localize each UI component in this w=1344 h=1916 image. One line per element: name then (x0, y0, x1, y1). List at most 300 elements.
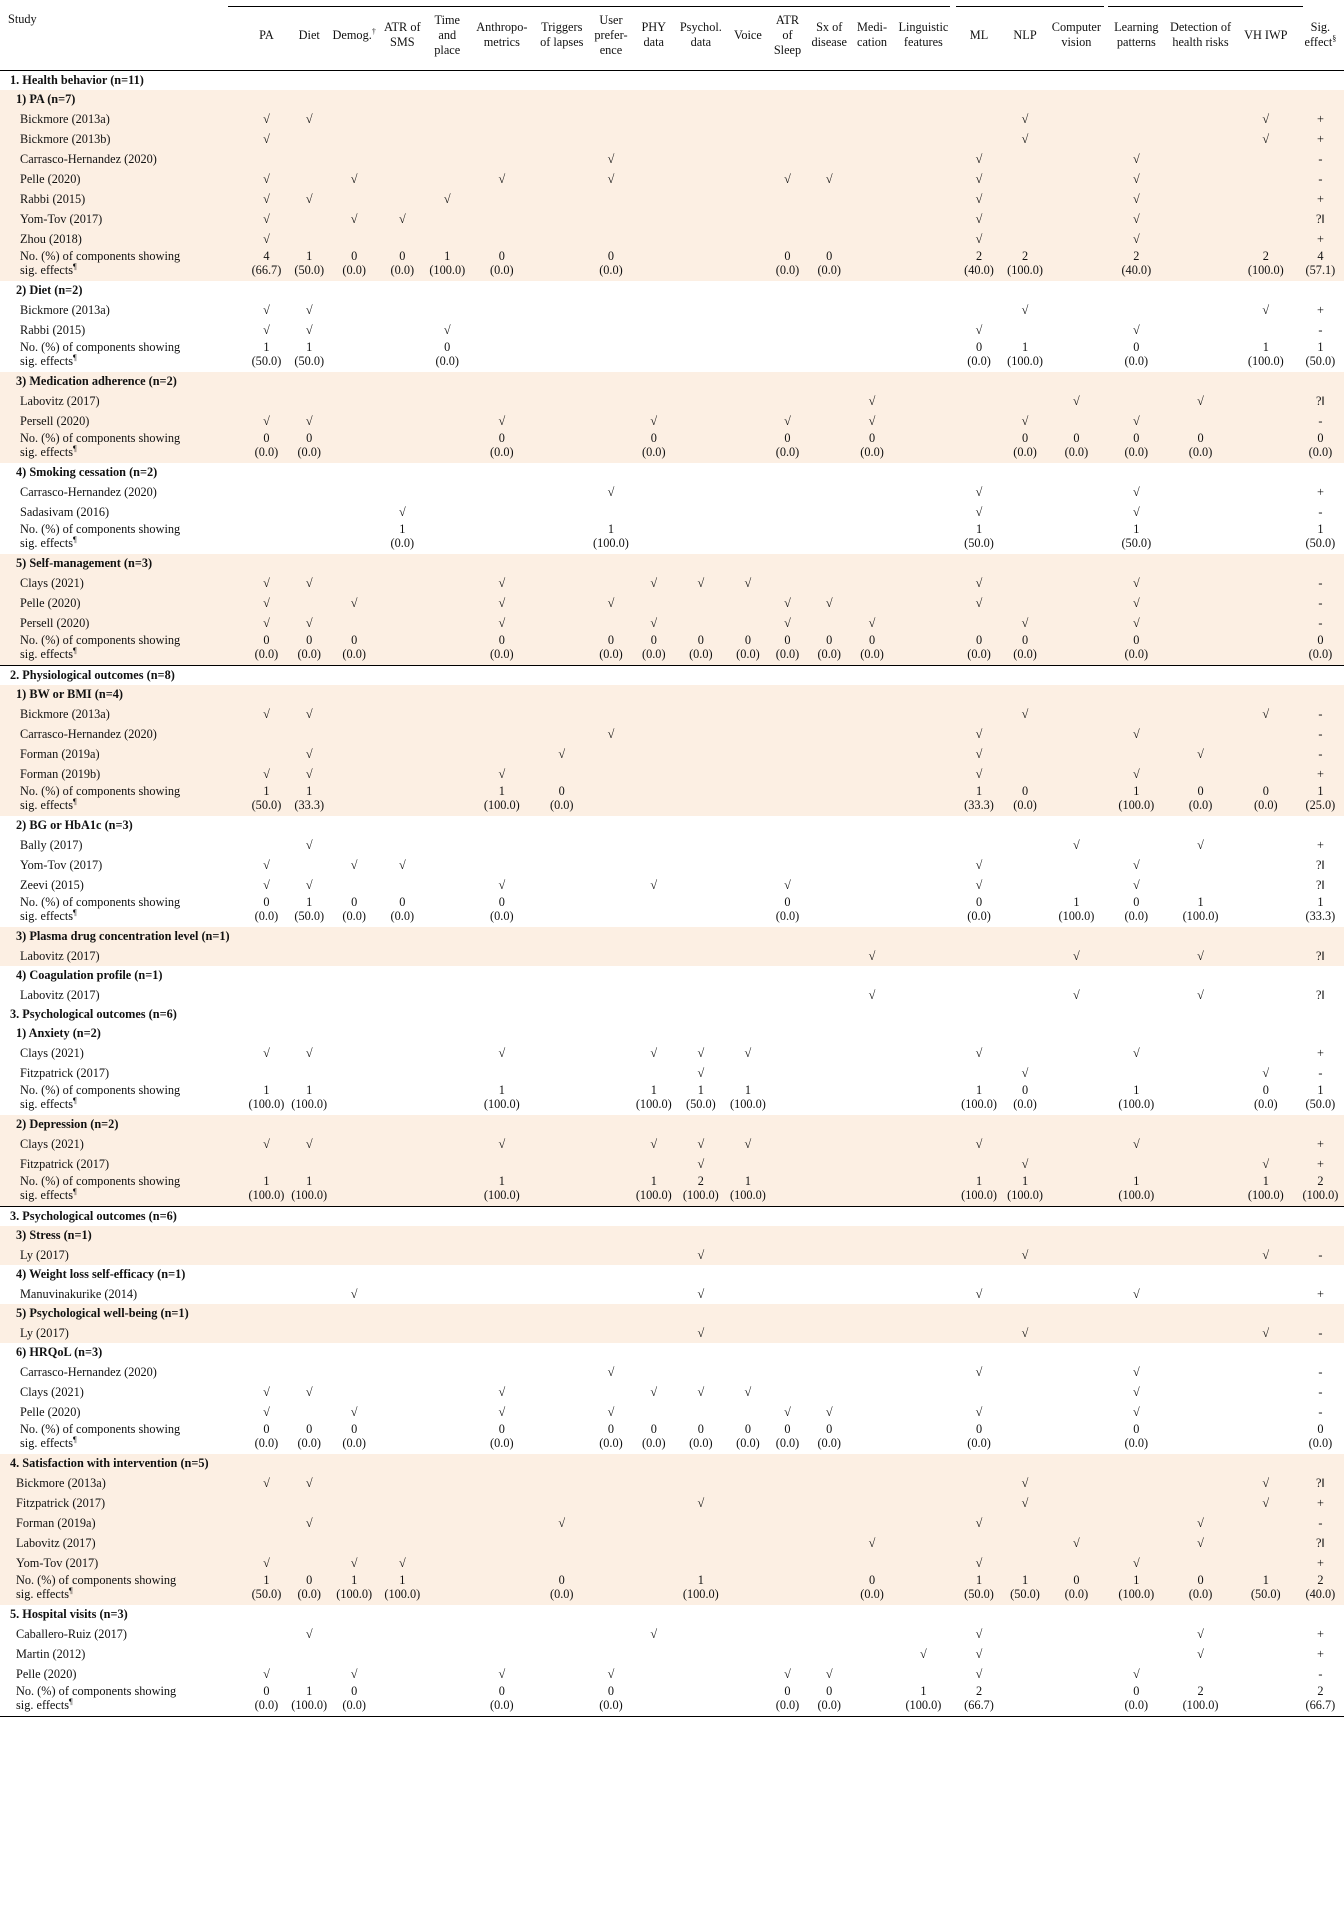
study-row (0, 320, 1344, 340)
empty-cell (1004, 1664, 1047, 1684)
component-percent: (50.0) (251, 354, 282, 368)
component-percent: (66.7) (1305, 1698, 1336, 1712)
summary-label-line2 (20, 354, 243, 368)
empty-cell (1166, 482, 1234, 502)
component-count: 0 (826, 1684, 833, 1698)
check-mark-cell: √ (975, 505, 983, 519)
section-heading-row (0, 1454, 1344, 1473)
sig-effect-cell: + (1297, 1493, 1344, 1513)
empty-cell (807, 855, 852, 875)
empty-cell (535, 764, 589, 784)
summary-count-cell (244, 1684, 289, 1717)
pilcrow-footnote-mark: ¶ (73, 1095, 77, 1105)
empty-cell (892, 1245, 954, 1265)
col-header-vh: VH IWP (1244, 27, 1288, 42)
component-percent: (0.0) (297, 647, 322, 661)
empty-cell (728, 431, 769, 463)
study-row (0, 946, 1344, 966)
component-count: 0 (306, 1573, 313, 1587)
component-percent: (0.0) (549, 798, 574, 812)
col-header-psych: Psychol. data (679, 20, 722, 49)
summary-label (0, 522, 244, 554)
check-mark-cell: √ (498, 1405, 506, 1419)
empty-cell (1106, 300, 1166, 320)
study-name: Yom-Tov (2017) (0, 1553, 244, 1573)
empty-cell (768, 1284, 807, 1304)
check-mark-cell: √ (768, 411, 807, 431)
empty-cell (807, 724, 852, 744)
empty-cell (289, 1245, 330, 1265)
empty-cell (1235, 1644, 1297, 1664)
empty-cell (807, 482, 852, 502)
study-row (0, 1533, 1344, 1553)
empty-cell (633, 209, 674, 229)
empty-cell (1046, 1174, 1106, 1207)
empty-cell (535, 1684, 589, 1717)
empty-cell (954, 835, 1003, 855)
empty-cell (807, 1473, 852, 1493)
empty-cell (469, 1553, 535, 1573)
empty-cell (289, 1533, 330, 1553)
empty-cell (954, 613, 1003, 633)
component-count: 1 (263, 1083, 270, 1097)
check-mark-cell: √ (1197, 1647, 1204, 1661)
empty-cell (852, 573, 893, 593)
section-heading-row (0, 1207, 1344, 1227)
section-heading: 4. Satisfaction with intervention (n=5) (0, 1454, 1344, 1473)
component-percent: (0.0) (342, 909, 366, 923)
study-row (0, 1382, 1344, 1402)
check-mark-cell: √ (498, 1046, 506, 1060)
component-percent: (0.0) (599, 1436, 623, 1450)
summary-count-cell (330, 1573, 379, 1605)
component-percent: (0.0) (1124, 647, 1149, 661)
empty-cell (244, 1624, 289, 1644)
study-row (0, 985, 1344, 1005)
component-count: 0 (868, 1573, 876, 1587)
summary-row (0, 340, 1344, 372)
summary-count-cell (674, 633, 728, 666)
empty-cell (426, 1323, 469, 1343)
component-percent: (100.0) (483, 798, 520, 812)
study-name: Bickmore (2013a) (0, 109, 244, 129)
empty-cell (330, 1154, 379, 1174)
component-count: 2 (1317, 1174, 1324, 1188)
component-count: 1 (306, 249, 313, 263)
empty-cell (330, 1533, 379, 1553)
empty-cell (633, 340, 674, 372)
empty-cell (674, 835, 728, 855)
empty-cell (1166, 1553, 1234, 1573)
summary-label-text: sig. effects (20, 1188, 74, 1202)
check-mark-cell: √ (975, 1365, 983, 1379)
empty-cell (892, 1134, 954, 1154)
check-mark-cell: √ (1132, 858, 1140, 872)
empty-cell (768, 522, 807, 554)
col-header-diet: Diet (298, 27, 320, 42)
check-mark-cell: √ (1106, 149, 1166, 169)
empty-cell (1046, 1664, 1106, 1684)
component-percent: (0.0) (254, 445, 279, 459)
study-row (0, 1284, 1344, 1304)
empty-cell (469, 704, 535, 724)
summary-count-cell (1235, 1573, 1297, 1605)
component-count: 0 (784, 431, 791, 445)
header-row (0, 0, 1344, 71)
empty-cell (426, 573, 469, 593)
empty-cell (674, 391, 728, 411)
summary-label-text: sig. effects (20, 263, 74, 277)
component-percent: (0.0) (390, 536, 415, 550)
empty-cell (1235, 1134, 1297, 1154)
check-mark-cell: √ (263, 1385, 270, 1399)
empty-cell (379, 573, 426, 593)
empty-cell (852, 744, 893, 764)
component-percent: (0.0) (490, 647, 514, 661)
empty-cell (379, 724, 426, 744)
pilcrow-footnote-mark: ¶ (73, 534, 77, 544)
empty-cell (1004, 946, 1047, 966)
component-count: 1 (1073, 895, 1080, 909)
empty-cell (633, 320, 674, 340)
component-count: 1 (306, 895, 313, 909)
check-mark-cell: √ (305, 303, 313, 317)
empty-cell (330, 391, 379, 411)
empty-cell (426, 946, 469, 966)
empty-cell (728, 593, 769, 613)
empty-cell (954, 411, 1003, 431)
empty-cell (426, 502, 469, 522)
sig-effect-cell: - (1318, 1385, 1323, 1399)
empty-cell (728, 1323, 769, 1343)
component-count: 2 (1133, 249, 1140, 263)
component-count: 0 (1073, 431, 1080, 445)
study-row (0, 229, 1344, 249)
summary-label (0, 1684, 244, 1717)
component-count: 1 (1317, 522, 1324, 536)
empty-cell (768, 1382, 807, 1402)
check-mark-cell: √ (589, 593, 634, 613)
study-name: Bickmore (2013a) (0, 704, 244, 724)
check-mark-cell: √ (975, 323, 983, 337)
component-percent: (100.0) (1182, 909, 1219, 923)
empty-cell (1046, 1553, 1106, 1573)
check-mark-cell: √ (954, 229, 1003, 249)
empty-cell (379, 1284, 426, 1304)
check-mark-cell: √ (330, 169, 379, 189)
component-percent: (33.3) (964, 798, 994, 812)
empty-cell (1166, 613, 1234, 633)
check-mark-cell: √ (244, 593, 289, 613)
empty-cell (674, 502, 728, 522)
study-name: Zeevi (2015) (20, 878, 84, 892)
empty-cell (1004, 1533, 1047, 1553)
empty-cell (330, 946, 379, 966)
summary-count-cell (633, 1174, 674, 1207)
summary-count-cell (589, 522, 634, 554)
component-count: 0 (1317, 431, 1324, 445)
empty-cell (330, 875, 379, 895)
component-count: 0 (351, 895, 358, 909)
subsection-heading-row (0, 966, 1344, 985)
empty-cell (1004, 189, 1047, 209)
check-mark-cell: √ (289, 189, 330, 209)
summary-count-cell (807, 1684, 852, 1717)
summary-count-cell (954, 1174, 1003, 1207)
empty-cell (892, 744, 954, 764)
study-name: Ly (2017) (0, 1323, 244, 1343)
empty-cell (1166, 1402, 1234, 1422)
empty-cell (674, 613, 728, 633)
check-mark-cell: √ (443, 323, 451, 337)
empty-cell (330, 1245, 379, 1265)
summary-count-cell (289, 1684, 330, 1717)
check-mark-cell: √ (975, 1287, 983, 1301)
subsection-heading: 6) HRQoL (n=3) (16, 1345, 103, 1359)
empty-cell (674, 129, 728, 149)
empty-cell (892, 1063, 954, 1083)
empty-cell (589, 985, 634, 1005)
empty-cell (589, 1043, 634, 1063)
empty-cell (535, 129, 589, 149)
empty-cell (1046, 169, 1106, 189)
empty-cell (674, 946, 728, 966)
summary-count-cell (1106, 1684, 1166, 1717)
col-header-sig: Sig. effect§ (1304, 20, 1337, 49)
component-percent: (0.0) (297, 1436, 322, 1450)
check-mark-cell: √ (305, 838, 313, 852)
component-count: 0 (498, 633, 505, 647)
empty-cell (1004, 724, 1047, 744)
empty-cell (1166, 593, 1234, 613)
empty-cell (728, 724, 769, 744)
component-count: 0 (1197, 1573, 1204, 1587)
check-mark-cell: √ (784, 1405, 791, 1419)
empty-cell (1004, 744, 1047, 764)
summary-row (0, 431, 1344, 463)
study-name: Bickmore (2013a) (20, 303, 110, 317)
sig-effect-cell: ?‖ (1315, 858, 1325, 872)
summary-count-cell (1004, 340, 1047, 372)
empty-cell (728, 1684, 769, 1717)
check-mark-cell: √ (674, 1323, 728, 1343)
empty-cell (728, 1245, 769, 1265)
summary-label (0, 249, 244, 281)
empty-cell (589, 875, 634, 895)
empty-cell (768, 946, 807, 966)
check-mark-cell: √ (535, 1513, 589, 1533)
summary-label-line2 (20, 909, 243, 923)
component-percent: (100.0) (1118, 1097, 1155, 1111)
summary-row (0, 895, 1344, 927)
empty-cell (728, 109, 769, 129)
subsection-heading: 4) Smoking cessation (n=2) (16, 465, 158, 479)
summary-label-line2 (20, 1097, 243, 1111)
subsection-heading: 1) BW or BMI (n=4) (0, 685, 1344, 704)
empty-cell (674, 764, 728, 784)
col-header-phy: PHY data (641, 20, 667, 49)
component-count: 1 (399, 522, 406, 536)
empty-cell (1004, 1624, 1047, 1644)
empty-cell (674, 229, 728, 249)
empty-cell (1106, 109, 1166, 129)
empty-cell (426, 1493, 469, 1513)
subsection-heading-row (0, 463, 1344, 482)
study-row (0, 1402, 1344, 1422)
check-mark-cell: √ (244, 1134, 289, 1154)
empty-cell (330, 1083, 379, 1115)
empty-cell (807, 1323, 852, 1343)
component-percent: (0.0) (490, 263, 514, 277)
empty-cell (330, 704, 379, 724)
empty-cell (728, 1154, 769, 1174)
empty-cell (330, 1043, 379, 1063)
empty-cell (379, 613, 426, 633)
empty-cell (1004, 764, 1047, 784)
empty-cell (892, 229, 954, 249)
empty-cell (426, 411, 469, 431)
summary-label-text: sig. effects (20, 1097, 74, 1111)
summary-label-line1: No. (%) of components showing (20, 431, 181, 445)
component-count: 2 (697, 1174, 704, 1188)
component-count: 0 (975, 340, 983, 354)
empty-cell (1235, 1624, 1297, 1644)
summary-count-cell (1106, 431, 1166, 463)
component-percent: (0.0) (599, 647, 623, 661)
empty-cell (728, 1644, 769, 1664)
subsection-heading: 5) Self-management (n=3) (0, 554, 1344, 573)
check-mark-cell: √ (697, 1066, 705, 1080)
empty-cell (807, 784, 852, 816)
study-name: Labovitz (2017) (0, 391, 244, 411)
empty-cell (289, 1284, 330, 1304)
summary-count-cell (633, 1422, 674, 1454)
empty-cell (1235, 613, 1297, 633)
component-count: 0 (650, 1422, 657, 1436)
empty-cell (1046, 764, 1106, 784)
empty-cell (954, 1382, 1003, 1402)
empty-cell (852, 1362, 893, 1382)
subsection-heading-row (0, 1115, 1344, 1134)
summary-count-cell (1235, 340, 1297, 372)
col-header-user_pref: User prefer-ence (594, 12, 628, 57)
empty-cell (674, 1664, 728, 1684)
empty-cell (728, 1573, 769, 1605)
sig-effect-cell: ?‖ (1297, 391, 1344, 411)
empty-cell (768, 1513, 807, 1533)
section-heading: 1. Health behavior (n=11) (10, 73, 144, 87)
component-count: 1 (1317, 1083, 1324, 1097)
component-count: 4 (263, 249, 270, 263)
check-mark-cell: √ (305, 878, 313, 892)
component-percent: (0.0) (775, 263, 800, 277)
empty-cell (1046, 1043, 1106, 1063)
check-mark-cell: √ (1004, 411, 1047, 431)
empty-cell (1235, 835, 1297, 855)
empty-cell (589, 1323, 634, 1343)
empty-cell (892, 633, 954, 666)
component-percent: (0.0) (342, 1436, 366, 1450)
component-percent: (40.0) (1305, 1587, 1336, 1601)
empty-cell (379, 784, 426, 816)
component-percent: (0.0) (490, 909, 514, 923)
sig-effect-cell: + (1316, 303, 1324, 317)
check-mark-cell: √ (1021, 1066, 1029, 1080)
component-percent: (0.0) (390, 263, 415, 277)
empty-cell (469, 1493, 535, 1513)
empty-cell (807, 229, 852, 249)
study-row (0, 189, 1344, 209)
empty-cell (379, 1083, 426, 1115)
empty-cell (807, 109, 852, 129)
empty-cell (469, 724, 535, 744)
component-percent: (100.0) (729, 1097, 766, 1111)
empty-cell (535, 1553, 589, 1573)
empty-cell (807, 1513, 852, 1533)
component-percent: (50.0) (1305, 354, 1336, 368)
study-row (0, 835, 1344, 855)
empty-cell (852, 724, 893, 744)
empty-cell (589, 855, 634, 875)
check-mark-cell: √ (1132, 323, 1140, 337)
check-mark-cell: √ (1197, 988, 1204, 1002)
empty-cell (244, 482, 289, 502)
empty-cell (852, 1083, 893, 1115)
empty-cell (954, 109, 1003, 129)
check-mark-cell: √ (469, 593, 535, 613)
empty-cell (1166, 1063, 1234, 1083)
empty-cell (892, 1043, 954, 1063)
empty-cell (892, 391, 954, 411)
empty-cell (535, 855, 589, 875)
empty-cell (330, 1644, 379, 1664)
empty-cell (589, 1473, 634, 1493)
component-percent: (0.0) (599, 1698, 623, 1712)
component-count: 1 (1262, 1174, 1269, 1188)
empty-cell (535, 613, 589, 633)
empty-cell (768, 1245, 807, 1265)
component-percent: (0.0) (342, 1698, 366, 1712)
summary-count-cell (852, 1573, 893, 1605)
empty-cell (807, 985, 852, 1005)
component-count: 1 (975, 784, 983, 798)
empty-cell (1004, 1422, 1047, 1454)
empty-cell (535, 1382, 589, 1402)
empty-cell (589, 129, 634, 149)
empty-cell (1004, 482, 1047, 502)
check-mark-cell: √ (1004, 704, 1047, 724)
study-name: Persell (2020) (0, 613, 244, 633)
empty-cell (244, 1362, 289, 1382)
empty-cell (807, 875, 852, 895)
empty-cell (330, 1134, 379, 1154)
check-mark-cell: √ (633, 1134, 674, 1154)
empty-cell (589, 1513, 634, 1533)
check-mark-cell: √ (1106, 189, 1166, 209)
empty-cell (379, 1245, 426, 1265)
empty-cell (535, 1063, 589, 1083)
empty-cell (768, 340, 807, 372)
empty-cell (954, 1493, 1003, 1513)
empty-cell (589, 764, 634, 784)
component-percent: (66.7) (964, 1698, 994, 1712)
summary-count-cell (633, 431, 674, 463)
subsection-heading: 3) Plasma drug concentration level (n=1) (0, 927, 1344, 946)
empty-cell (852, 784, 893, 816)
study-row (0, 411, 1344, 431)
component-percent: (0.0) (1124, 1698, 1149, 1712)
empty-cell (535, 946, 589, 966)
